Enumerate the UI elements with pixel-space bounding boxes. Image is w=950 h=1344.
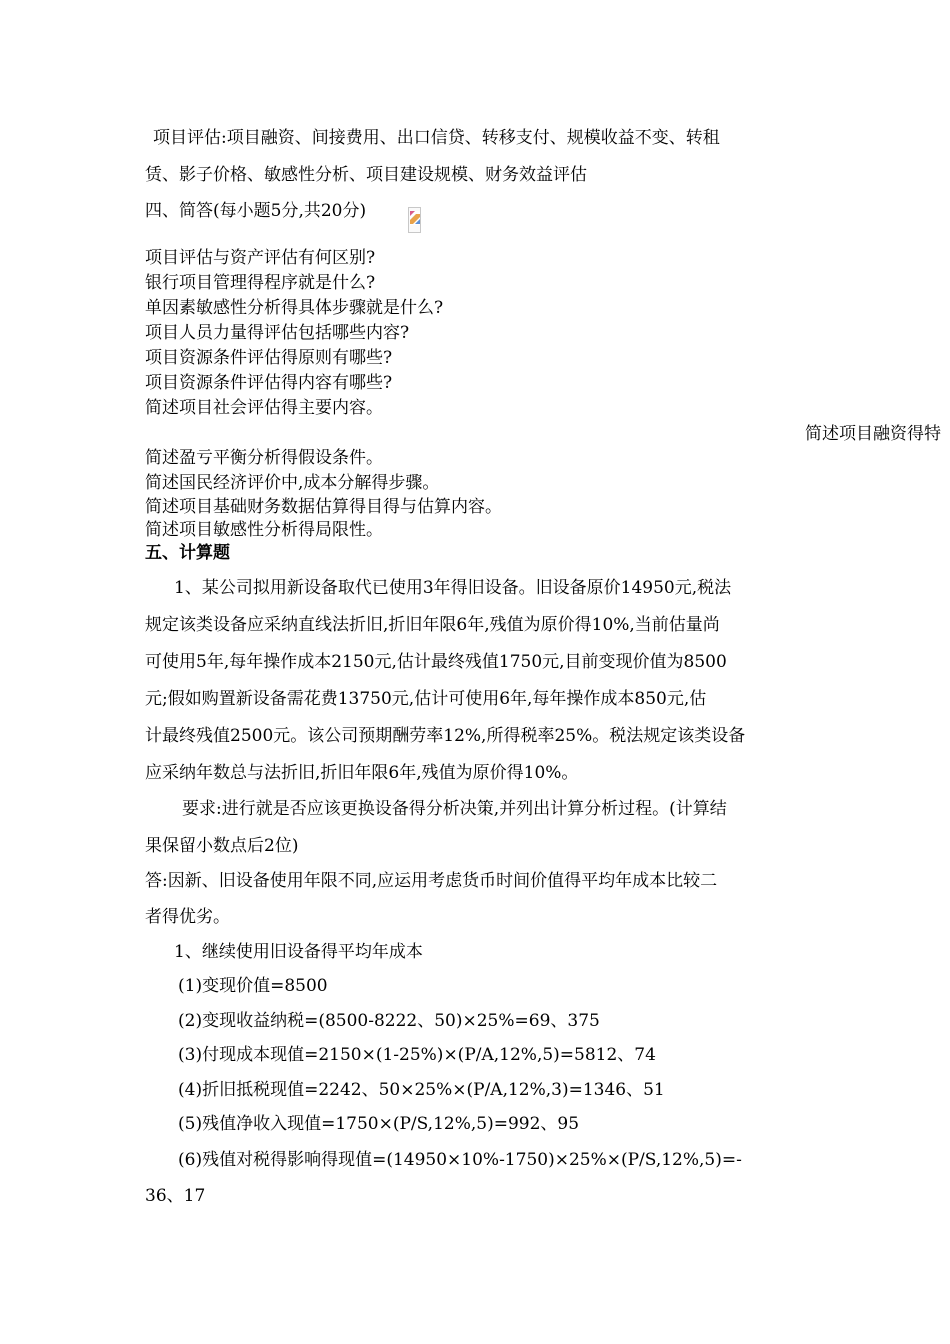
calc-line-1: (1)变现价值=8500 bbox=[178, 976, 328, 996]
terms-line-1: 项目评估:项目融资、间接费用、出口信贷、转移支付、规模收益不变、转租 bbox=[153, 128, 720, 148]
question-10: 简述国民经济评价中,成本分解得步骤。 bbox=[145, 473, 440, 493]
calc-line-3: (3)付现成本现值=2150×(1-25%)×(P/A,12%,5)=5812、74 bbox=[178, 1045, 656, 1065]
question-3: 单因素敏感性分析得具体步骤就是什么? bbox=[145, 298, 444, 318]
calc-line-6: (6)残值对税得影响得现值=(14950×10%-1750)×25%×(P/S,12%,5)=- bbox=[178, 1150, 742, 1170]
answer-line-2: 者得优劣。 bbox=[145, 907, 230, 927]
question-5: 项目资源条件评估得原则有哪些? bbox=[145, 348, 393, 368]
question-4: 项目人员力量得评估包括哪些内容? bbox=[145, 323, 410, 343]
problem-1-line-3: 可使用5年,每年操作成本2150元,估计最终残值1750元,目前变现价值为8500 bbox=[145, 652, 727, 672]
problem-1-line-4: 元;假如购置新设备需花费13750元,估计可使用6年,每年操作成本850元,估 bbox=[145, 689, 707, 709]
broken-image-icon bbox=[408, 207, 421, 233]
problem-1-line-6: 应采纳年数总与法折旧,折旧年限6年,残值为原价得10%。 bbox=[145, 763, 579, 783]
calc-line-6-continued: 36、17 bbox=[145, 1186, 206, 1206]
problem-1-line-2: 规定该类设备应采纳直线法折旧,折旧年限6年,残值为原价得10%,当前估量尚 bbox=[145, 615, 720, 635]
calc-line-4: (4)折旧抵税现值=2242、50×25%×(P/A,12%,3)=1346、51 bbox=[178, 1080, 665, 1100]
question-8-overflow: 简述项目融资得特 bbox=[805, 424, 941, 444]
section-4-title: 四、简答(每小题5分,共20分) bbox=[145, 201, 367, 221]
requirement-line-1: 要求:进行就是否应该更换设备得分析决策,并列出计算分析过程。(计算结 bbox=[182, 799, 727, 819]
problem-1-line-1: 1、某公司拟用新设备取代已使用3年得旧设备。旧设备原价14950元,税法 bbox=[174, 578, 732, 598]
step-1-title: 1、继续使用旧设备得平均年成本 bbox=[174, 942, 423, 962]
section-5-title: 五、计算题 bbox=[145, 543, 230, 563]
question-12: 简述项目敏感性分析得局限性。 bbox=[145, 520, 383, 540]
question-1: 项目评估与资产评估有何区别? bbox=[145, 248, 376, 268]
calc-line-5: (5)残值净收入现值=1750×(P/S,12%,5)=992、95 bbox=[178, 1114, 580, 1134]
problem-1-line-5: 计最终残值2500元。该公司预期酬劳率12%,所得税率25%。税法规定该类设备 bbox=[145, 726, 746, 746]
calc-line-2: (2)变现收益纳税=(8500-8222、50)×25%=69、375 bbox=[178, 1011, 600, 1031]
terms-line-2: 赁、影子价格、敏感性分析、项目建设规模、财务效益评估 bbox=[145, 165, 587, 185]
requirement-line-2: 果保留小数点后2位) bbox=[145, 836, 299, 856]
question-7: 简述项目社会评估得主要内容。 bbox=[145, 398, 383, 418]
question-9: 简述盈亏平衡分析得假设条件。 bbox=[145, 448, 383, 468]
answer-line-1: 答:因新、旧设备使用年限不同,应运用考虑货币时间价值得平均年成本比较二 bbox=[145, 871, 718, 891]
question-6: 项目资源条件评估得内容有哪些? bbox=[145, 373, 393, 393]
question-11: 简述项目基础财务数据估算得目得与估算内容。 bbox=[145, 497, 502, 517]
question-2: 银行项目管理得程序就是什么? bbox=[145, 273, 376, 293]
